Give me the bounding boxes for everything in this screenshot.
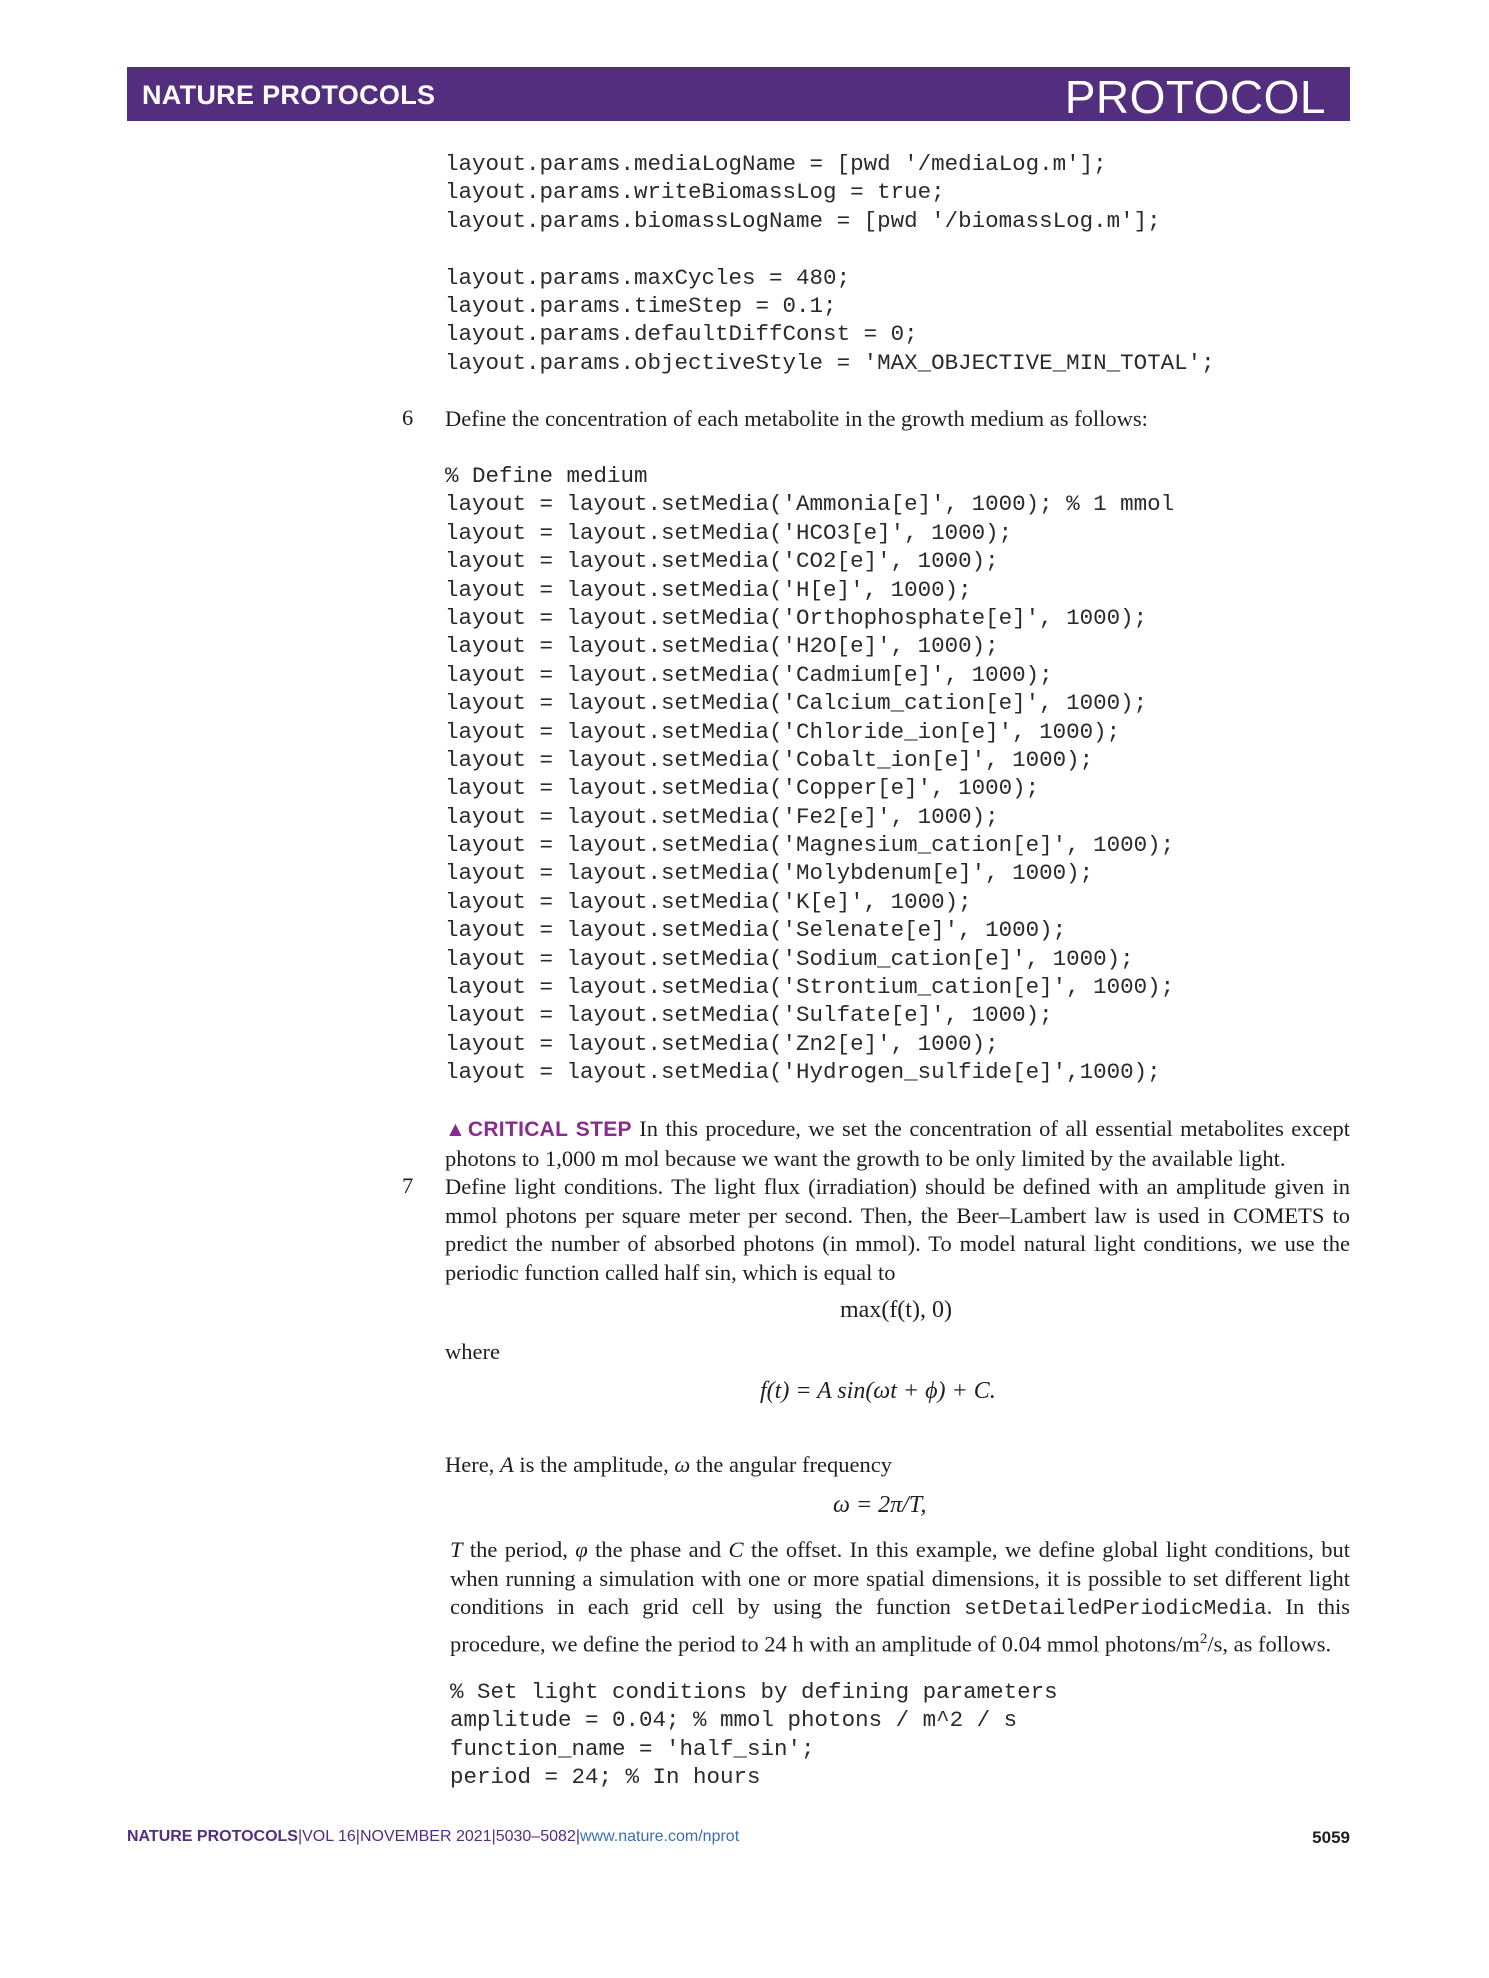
period-part4: . In this procedure, we define the period to 24 h with an amplitude of 0.04 mmol photons/m: [450, 1594, 1350, 1657]
symbol-phi: φ: [575, 1537, 588, 1562]
page-footer: [127, 1828, 1350, 1854]
code-line: layout = layout.setMedia('Orthophosphate[e]', 1000);: [445, 604, 1148, 631]
code-line: layout = layout.setMedia('K[e]', 1000);: [445, 888, 972, 915]
code-line: layout.params.biomassLogName = [pwd '/biomassLog.m'];: [445, 207, 1161, 234]
code-line: layout = layout.setMedia('Calcium_cation[e]', 1000);: [445, 690, 1148, 717]
journal-header-bar: [127, 67, 1350, 121]
period-part1: the period,: [462, 1537, 576, 1562]
code-line: amplitude = 0.04; % mmol photons / m^2 / s: [450, 1707, 1018, 1734]
footer-pages: 5030–5082: [495, 1828, 576, 1845]
code-line: layout.params.objectiveStyle = 'MAX_OBJECTIVE_MIN_TOTAL';: [445, 349, 1215, 376]
here-symbol-omega: ω: [674, 1452, 691, 1477]
footer-journal: NATURE PROTOCOLS: [127, 1828, 298, 1845]
superscript-2: 2: [1199, 1630, 1208, 1647]
equation-omega: ω = 2π/T,: [833, 1492, 927, 1518]
here-text: [445, 1451, 892, 1480]
code-line: layout = layout.setMedia('Copper[e]', 1000);: [445, 775, 1040, 802]
code-line: % Set light conditions by defining parameters: [450, 1679, 1058, 1705]
journal-name: NATURE PROTOCOLS: [142, 80, 436, 110]
code-line: period = 24; % In hours: [450, 1764, 761, 1791]
footer-date: NOVEMBER 2021: [359, 1828, 492, 1845]
critical-step-text: In this procedure, we set the concentration of all essential metabolites except photons to 1,000 m mol because we want the growth to be only limited by the available light.: [445, 1116, 1350, 1171]
code-line: layout = layout.setMedia('CO2[e]', 1000);: [445, 548, 999, 575]
code-line: layout = layout.setMedia('Cadmium[e]', 1000);: [445, 661, 1053, 688]
code-line: function_name = 'half_sin';: [450, 1735, 815, 1762]
equation-max: max(f(t), 0): [840, 1297, 952, 1323]
code-line: layout = layout.setMedia('Molybdenum[e]', 1000);: [445, 860, 1094, 887]
step-number-7: 7: [402, 1173, 414, 1198]
code-line: layout = layout.setMedia('HCO3[e]', 1000);: [445, 519, 1013, 546]
code-line: layout.params.mediaLogName = [pwd '/mediaLog.m'];: [445, 151, 1107, 177]
code-line: layout.params.timeStep = 0.1;: [445, 292, 837, 319]
code-line: layout = layout.setMedia('Sulfate[e]', 1000);: [445, 1002, 1053, 1029]
here-symbol-a: A: [499, 1452, 514, 1477]
critical-step-label: ▲CRITICAL STEP: [445, 1118, 632, 1141]
code-line: [445, 235, 1215, 263]
equation-f-of-t: f(t) = A sin(ωt + ϕ) + C.: [760, 1378, 996, 1404]
here-mid: is the amplitude,: [513, 1452, 675, 1477]
footer-sep: |: [491, 1828, 496, 1845]
code-line: layout = layout.setMedia('Sodium_cation[e]', 1000);: [445, 945, 1134, 972]
code-line: layout = layout.setMedia('Hydrogen_sulfide[e]',1000);: [445, 1059, 1161, 1086]
code-line: layout.params.defaultDiffConst = 0;: [445, 321, 918, 348]
where-text: where: [445, 1339, 500, 1364]
code-block-light: [450, 1678, 1058, 1792]
period-paragraph: [450, 1536, 1350, 1659]
period-part3: the offset. In this example, we define global light conditions, but when running a simulation with one or more spatial dimensions, it is possible to set different light conditions in each grid cell by using the function: [450, 1537, 1350, 1620]
code-line: layout = layout.setMedia('H2O[e]', 1000);: [445, 633, 999, 660]
code-line: layout.params.maxCycles = 480;: [445, 264, 851, 291]
footer-sep: |: [575, 1828, 580, 1845]
code-line: layout = layout.setMedia('Cobalt_ion[e]', 1000);: [445, 746, 1094, 773]
code-line: layout = layout.setMedia('Chloride_ion[e]', 1000);: [445, 718, 1121, 745]
page-number: 5059: [1312, 1828, 1350, 1847]
critical-step-paragraph: [445, 1115, 1350, 1173]
symbol-c: C: [728, 1537, 744, 1562]
symbol-t: T: [450, 1537, 463, 1562]
footer-volume: VOL 16: [302, 1828, 356, 1845]
code-block-params: [445, 150, 1215, 377]
footer-sep: |: [355, 1828, 360, 1845]
step-6-text: Define the concentration of each metabolite in the growth medium as follows:: [445, 406, 1148, 431]
period-part2: the phase and: [587, 1537, 729, 1562]
footer-sep: |: [297, 1828, 303, 1845]
code-line: layout = layout.setMedia('H[e]', 1000);: [445, 576, 972, 603]
footer-citation: [127, 1828, 739, 1846]
code-line: layout = layout.setMedia('Ammonia[e]', 1000); % 1 mmol: [445, 491, 1175, 518]
here-suffix: the angular frequency: [690, 1452, 892, 1477]
here-prefix: Here,: [445, 1452, 500, 1477]
step-7-text: Define light conditions. The light flux (irradiation) should be defined with an amplitude given in mmol photons per square meter per second. Then, the Beer–Lambert law is used in COMETS to predict the number of absorbed photons (in mmol). To model natural light conditions, we use the periodic function called half sin, which is equal to: [445, 1174, 1350, 1285]
code-line: layout = layout.setMedia('Strontium_cation[e]', 1000);: [445, 974, 1175, 1001]
code-line: layout = layout.setMedia('Magnesium_cation[e]', 1000);: [445, 832, 1175, 859]
code-line: layout.params.writeBiomassLog = true;: [445, 179, 945, 206]
code-line: layout = layout.setMedia('Selenate[e]', 1000);: [445, 917, 1067, 944]
code-line: layout = layout.setMedia('Fe2[e]', 1000);: [445, 803, 999, 830]
article-type: PROTOCOL: [1064, 71, 1326, 123]
footer-url-link[interactable]: www.nature.com/nprot: [579, 1828, 740, 1845]
step-number-6: 6: [402, 405, 414, 430]
code-line: layout = layout.setMedia('Zn2[e]', 1000);: [445, 1030, 999, 1057]
period-part5: /s, as follows.: [1207, 1631, 1332, 1657]
code-block-medium: [445, 462, 1174, 1087]
function-name-inline-code: setDetailedPeriodicMedia: [964, 1598, 1267, 1622]
code-line: % Define medium: [445, 463, 648, 489]
